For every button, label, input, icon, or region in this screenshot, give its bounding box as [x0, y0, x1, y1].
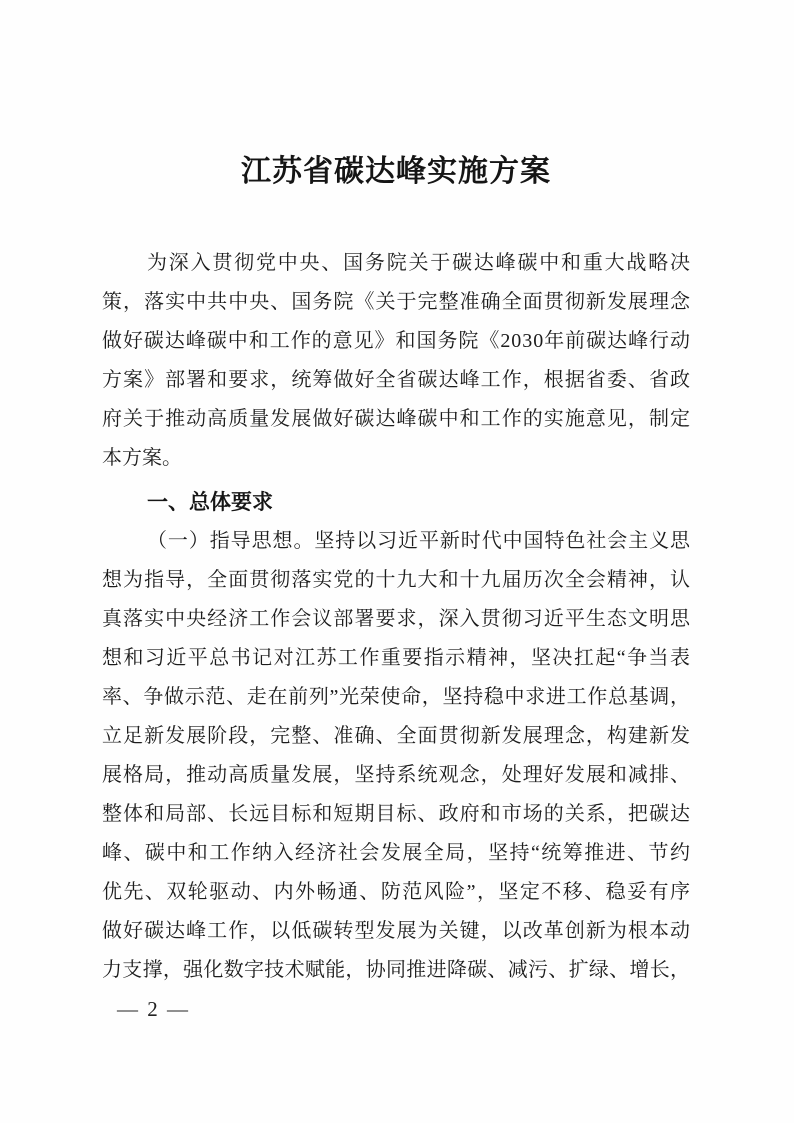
text-line	[102, 717, 690, 756]
text-line	[102, 361, 690, 400]
guiding-thought-paragraph	[102, 522, 690, 990]
text-line-content: 想为指导，全面贯彻落实党的十九大和十九届历次全会精神，认	[102, 569, 692, 591]
text-line-content: 力支撑，强化数字技术赋能，协同推进降碳、减污、扩绿、增长，	[102, 959, 691, 981]
text-line-content: 整体和局部、长远目标和短期目标、政府和市场的关系，把碳达	[102, 803, 692, 825]
text-line-content: 策，落实中共中央、国务院《关于完整准确全面贯彻新发展理念	[102, 291, 692, 313]
text-line-content: 真落实中央经济工作会议部署要求，深入贯彻习近平生态文明思	[102, 608, 692, 630]
text-line-content: 方案》部署和要求，统筹做好全省碳达峰工作，根据省委、省政	[102, 369, 692, 391]
text-line	[102, 600, 690, 639]
text-line	[102, 439, 690, 478]
text-line	[102, 873, 690, 912]
text-line	[102, 400, 690, 439]
text-line	[102, 912, 690, 951]
text-line	[102, 283, 690, 322]
text-line-content: （一）指导思想。坚持以习近平新时代中国特色社会主义思	[147, 530, 691, 552]
text-line-content: 为深入贯彻党中央、国务院关于碳达峰碳中和重大战略决	[147, 252, 692, 274]
text-line	[102, 522, 690, 561]
text-line	[102, 244, 690, 283]
text-line	[102, 322, 690, 361]
text-line-content: 府关于推动高质量发展做好碳达峰碳中和工作的实施意见，制定	[102, 408, 692, 430]
text-line	[102, 756, 690, 795]
text-line-content: 率、争做示范、走在前列”光荣使命，坚持稳中求进工作总基调，	[102, 686, 691, 708]
text-line	[102, 561, 690, 600]
section-heading-overall-requirements: 一、总体要求	[147, 491, 273, 514]
intro-paragraph	[102, 244, 690, 478]
text-line-content: 立足新发展阶段，完整、准确、全面贯彻新发展理念，构建新发	[102, 725, 692, 747]
text-line	[102, 639, 690, 678]
text-line-content: 优先、双轮驱动、内外畅通、防范风险”，坚定不移、稳妥有序	[102, 881, 692, 903]
document-title: 江苏省碳达峰实施方案	[241, 155, 551, 188]
page-number: — 2 —	[117, 997, 190, 1021]
text-line	[102, 834, 690, 873]
text-line-content: 展格局，推动高质量发展，坚持系统观念，处理好发展和减排、	[102, 764, 692, 786]
text-line-content: 做好碳达峰工作，以低碳转型发展为关键，以改革创新为根本动	[102, 920, 692, 942]
text-line	[102, 795, 690, 834]
text-line-content: 本方案。	[102, 447, 182, 469]
text-line-content: 做好碳达峰碳中和工作的意见》和国务院《2030年前碳达峰行动	[102, 330, 691, 352]
text-line	[102, 951, 690, 990]
text-line	[102, 678, 690, 717]
text-line-content: 想和习近平总书记对江苏工作重要指示精神，坚决扛起“争当表	[102, 647, 692, 669]
text-line-content: 峰、碳中和工作纳入经济社会发展全局，坚持“统筹推进、节约	[102, 842, 692, 864]
